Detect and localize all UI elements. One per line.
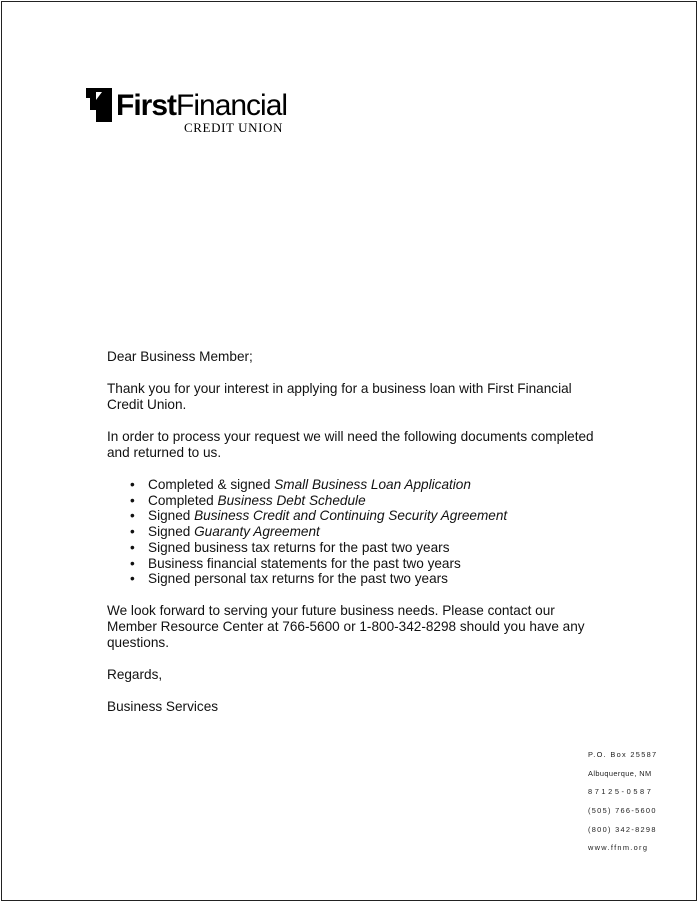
address-block (588, 750, 688, 862)
list-item (130, 508, 607, 524)
document-title: Small Business Loan Application (274, 477, 471, 492)
brand-financial: Financial (176, 89, 288, 122)
list-item (130, 540, 607, 556)
bullet-icon: • (130, 524, 135, 540)
bullet-icon: • (130, 555, 135, 571)
list-item-text: Signed personal tax returns for the past two years (148, 571, 448, 587)
bullet-icon: • (130, 492, 135, 508)
closing-paragraph: We look forward to serving your future business needs. Please contact our Member Resource Center at 766-5600 or 1-800-342-8298 should you have any questions. (107, 602, 585, 650)
first-financial-logo (86, 88, 306, 140)
brand-first: First (116, 89, 177, 122)
list-item (130, 571, 607, 587)
list-item-text: Completed & signed (148, 477, 275, 492)
salutation: Dear Business Member; (107, 349, 253, 364)
local-phone: (505) 766-5600 (588, 806, 657, 816)
flag-logo-icon (86, 88, 112, 122)
list-item-text: Signed business tax returns for the past two years (148, 539, 450, 555)
document-title: Business Debt Schedule (217, 492, 366, 508)
intro-paragraph: Thank you for your interest in applying for a business loan with First Financial Credit Union. (107, 381, 572, 412)
list-item-text: Completed (148, 492, 218, 508)
po-box: P.O. Box 25587 (588, 750, 658, 759)
list-item-text: Business financial statements for the past two years (148, 555, 461, 571)
zip-code: 87125-0587 (588, 787, 654, 797)
brand-tagline: CREDIT UNION (184, 120, 284, 135)
list-item-text: Signed (148, 524, 195, 540)
city-state: Albuquerque, NM (588, 768, 652, 778)
letter-page (1, 1, 697, 901)
list-item (130, 556, 607, 572)
letter-body (107, 349, 607, 731)
website: www.ffnm.org (588, 843, 649, 853)
brand-wordmark (116, 90, 287, 122)
bullet-icon: • (130, 508, 135, 524)
sign-off: Regards, (107, 666, 163, 682)
request-paragraph: In order to process your request we will need the following documents completed and returned to us. (107, 429, 594, 460)
list-item-text: Signed (148, 508, 195, 524)
document-title: Guaranty Agreement (194, 524, 320, 540)
bullet-icon: • (130, 571, 135, 587)
bullet-icon: • (130, 539, 135, 555)
document-title: Business Credit and Continuing Security Agreement (194, 508, 508, 524)
signature: Business Services (107, 698, 219, 714)
list-item (130, 493, 607, 509)
required-documents-list (107, 477, 607, 587)
toll-free-phone: (800) 342-8298 (588, 824, 657, 834)
list-item (130, 477, 607, 493)
bullet-icon: • (130, 477, 135, 492)
list-item (130, 524, 607, 540)
